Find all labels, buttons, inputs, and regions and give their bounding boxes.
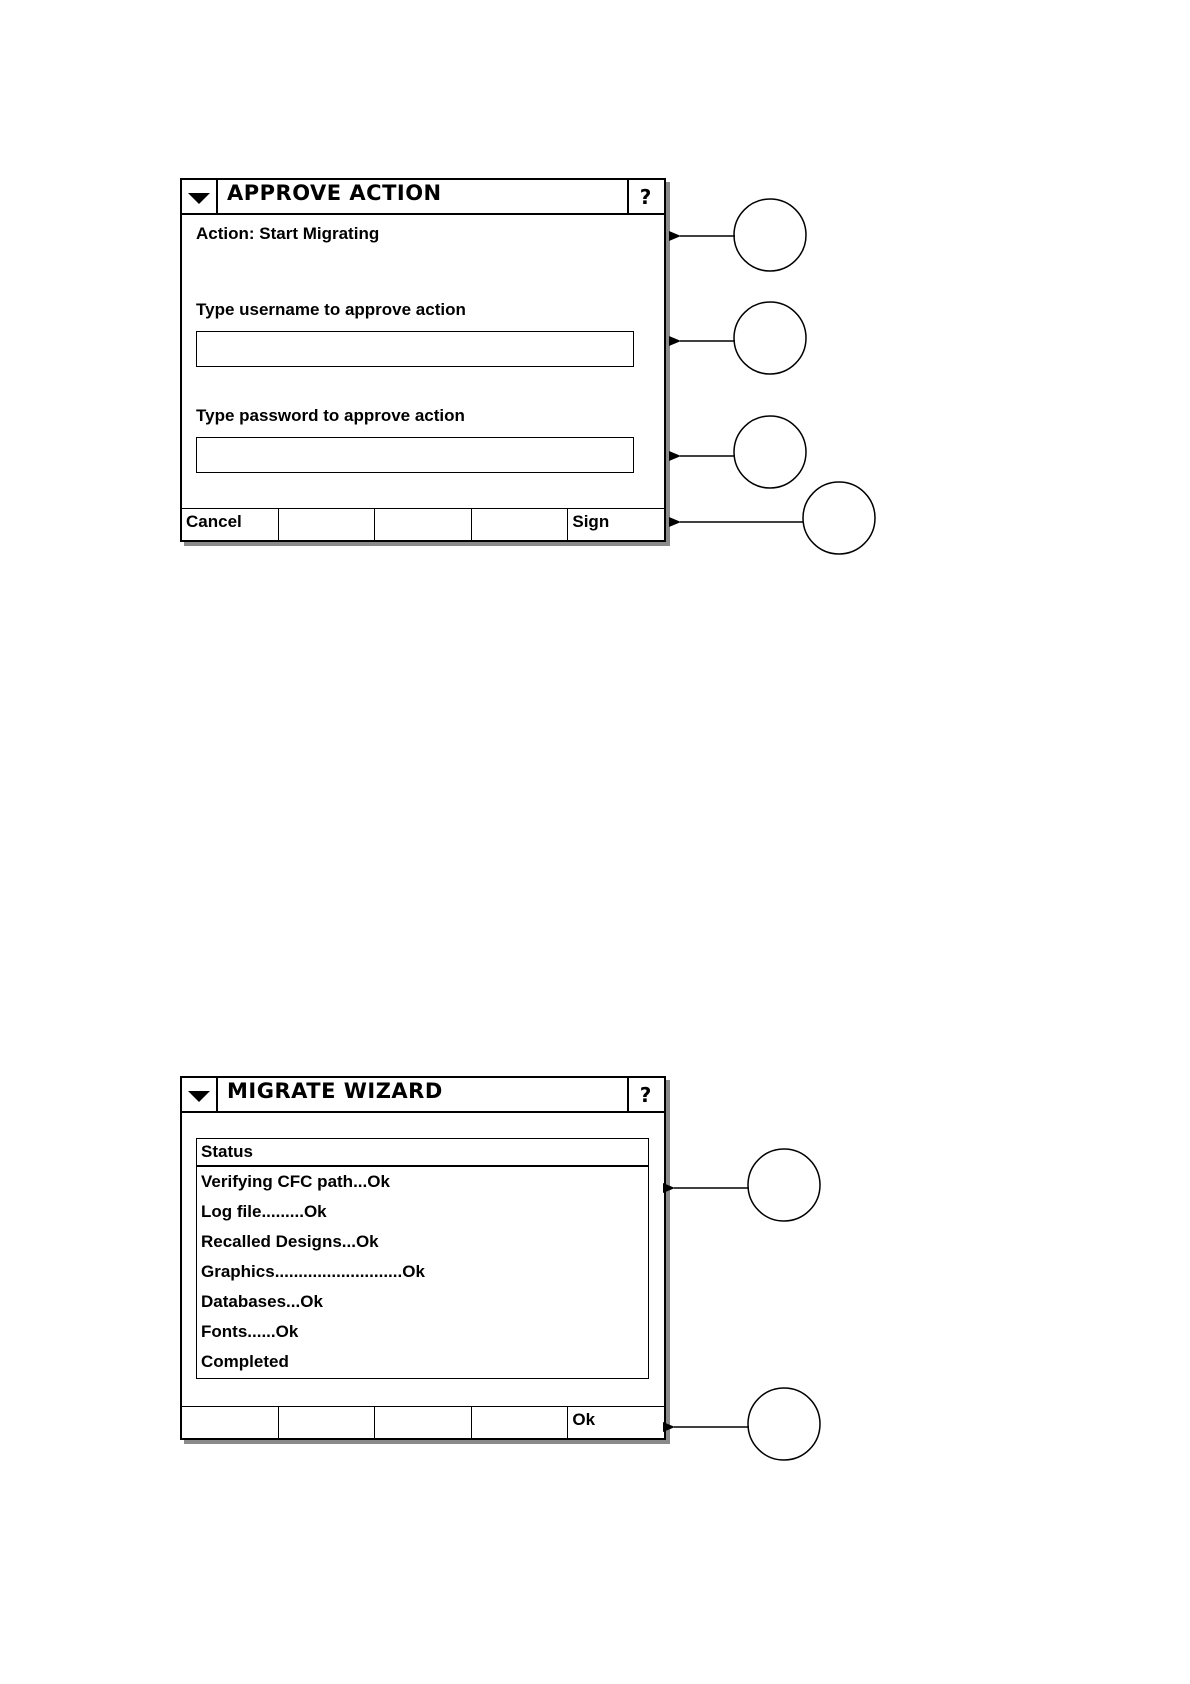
status-header: Status: [197, 1139, 648, 1167]
cancel-button[interactable]: Cancel: [182, 509, 279, 540]
dialog-title: APPROVE ACTION: [227, 181, 442, 205]
dialog-title: MIGRATE WIZARD: [227, 1079, 443, 1103]
callout-circle: [748, 1388, 820, 1460]
action-label: Action: Start Migrating: [196, 224, 380, 243]
password-label: Type password to approve action: [196, 406, 465, 425]
status-row: Recalled Designs...Ok: [201, 1232, 379, 1251]
help-button[interactable]: ?: [627, 1078, 662, 1111]
callout-circle: [748, 1149, 820, 1221]
help-button[interactable]: ?: [627, 180, 662, 213]
ok-button[interactable]: Ok: [572, 1410, 596, 1429]
status-row: Databases...Ok: [201, 1292, 323, 1311]
sign-button[interactable]: Sign: [572, 512, 610, 531]
callout-circle: [734, 302, 806, 374]
status-row: Completed: [201, 1352, 289, 1371]
callout-circle: [734, 199, 806, 271]
status-row: Fonts......Ok: [201, 1322, 299, 1341]
status-row: Graphics...........................Ok: [201, 1262, 425, 1281]
status-row: Log file.........Ok: [201, 1202, 327, 1221]
callout-circle: [734, 416, 806, 488]
callout-circle: [803, 482, 875, 554]
status-row: Verifying CFC path...Ok: [201, 1172, 390, 1191]
username-label: Type username to approve action: [196, 300, 466, 319]
